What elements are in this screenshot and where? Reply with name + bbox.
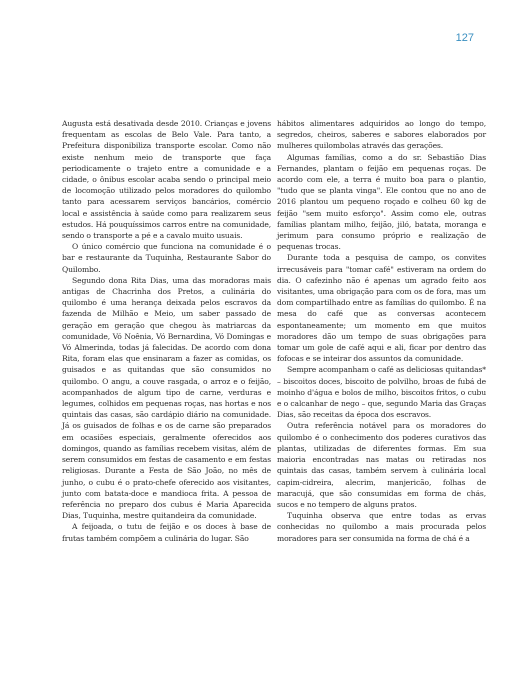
paragraph: A feijoada, o tutu de feijão e os doces à base de frutas também compõem a culinária do lugar. São [62,522,271,543]
page-number: 127 [455,32,474,44]
left-column [62,118,271,544]
paragraph: O único comércio que funciona na comunidade é o bar e restaurante da Tuquinha, Restaurante Sabor do Quilombo. [62,242,271,274]
paragraph: Sempre acompanham o café as deliciosas quitandas* – biscoitos doces, biscoito de polvilho, broas de fubá de moinho d'água e bolos de milho, biscoitos fritos, o cubu e o calcanhar de nego – que, segundo Maria das Graças Dias, são receitas da época dos escravos. [277,365,486,420]
paragraph: Augusta está desativada desde 2010. Crianças e jovens frequentam as escolas de Belo Vale. Para tanto, a Prefeitura disponibiliza transporte escolar. Como não existe nenhum meio de transporte que faça periodicamente o trajeto entre a comunidade e a cidade, o ônibus escolar acaba sendo o principal meio de locomoção utilizado pelos moradores do quilombo tanto para acessarem serviços bancários, comércio local e assistência à saúde como para realizarem seus estudos. Há pouquíssimos carros entre na comunidade, sendo o transporte a pé e a cavalo muito usuais. [62,119,271,241]
paragraph: Durante toda a pesquisa de campo, os convites irrecusáveis para "tomar café" estiveram na ordem do dia. O cafezinho não é apenas um agrado feito aos visitantes, uma obrigação para com os de fora, mas um dom compartilhado entre as famílias do quilombo. É na mesa do café que as conversas acontecem espontaneamente; um momento em que muitos moradores dão um tempo de suas obrigações para tomar um gole de café aqui e ali, ficar por dentro das fofocas e se inteirar dos assuntos da comunidade. [277,253,486,364]
paragraph: Tuquinha observa que entre todas as ervas conhecidas no quilombo a mais procurada pelos moradores para ser consumida na forma de chá é a [277,511,486,543]
paragraph: Outra referência notável para os moradores do quilombo é o conhecimento dos poderes curativos das plantas, utilizadas de diferentes formas. Em sua maioria encontradas nas matas ou retiradas nos quintais das casas, também servem à culinária local capim-cidreira, alecrim, manjericão, folhas de maracujá, que são consumidas em forma de chás, sucos e no tempero de alguns pratos. [277,421,486,509]
paragraph: hábitos alimentares adquiridos ao longo do tempo, segredos, cheiros, saberes e sabores elaborados por mulheres quilombolas através das gerações. [277,119,486,151]
right-column [277,118,486,544]
paragraph: Segundo dona Rita Dias, uma das moradoras mais antigas de Chacrinha dos Pretos, a culinária do quilombo é uma herança deixada pelos escravos da fazenda de Milhão e Meio, um saber passado de geração em geração que chegou às matriarcas da comunidade, Vó Noênia, Vó Bernardina, Vó Domingas e Vó Almerinda, todas já falecidas. De acordo com dona Rita, foram elas que ensinaram a fazer as comidas, os guisados e as quitandas que são consumidos no quilombo. O angu, a couve rasgada, o arroz e o feijão, acompanhados de algum tipo de carne, verduras e legumes, colhidos em pequenas roças, nas hortas e nos quintais das casas, são cardápio diário na comunidade. Já os guisados de folhas e os de carne são preparados em ocasiões especiais, geralmente oferecidos aos domingos, quando as famílias recebem visitas, além de serem consumidos em festas de casamento e em festas religiosas. Durante a Festa de São João, no mês de junho, o cubu é o prato-chefe oferecido aos visitantes, junto com batata-doce e mandioca frita. A pessoa de referência no preparo dos cubus é Maria Aparecida Dias, Tuquinha, mestre quitandeira da comunidade. [62,275,271,521]
paragraph: Algumas famílias, como a do sr. Sebastião Dias Fernandes, plantam o feijão em pequenas roças. De acordo com ele, a terra é muito boa para o plantio, "tudo que se planta vinga". Ele contou que no ano de 2016 plantou um pequeno roçado e colheu 60 kg de feijão "sem muito esforço". Assim como ele, outras famílias plantam milho, feijão, jiló, batata, moranga e jerimum para consumo próprio e realização de pequenas trocas. [277,152,486,252]
